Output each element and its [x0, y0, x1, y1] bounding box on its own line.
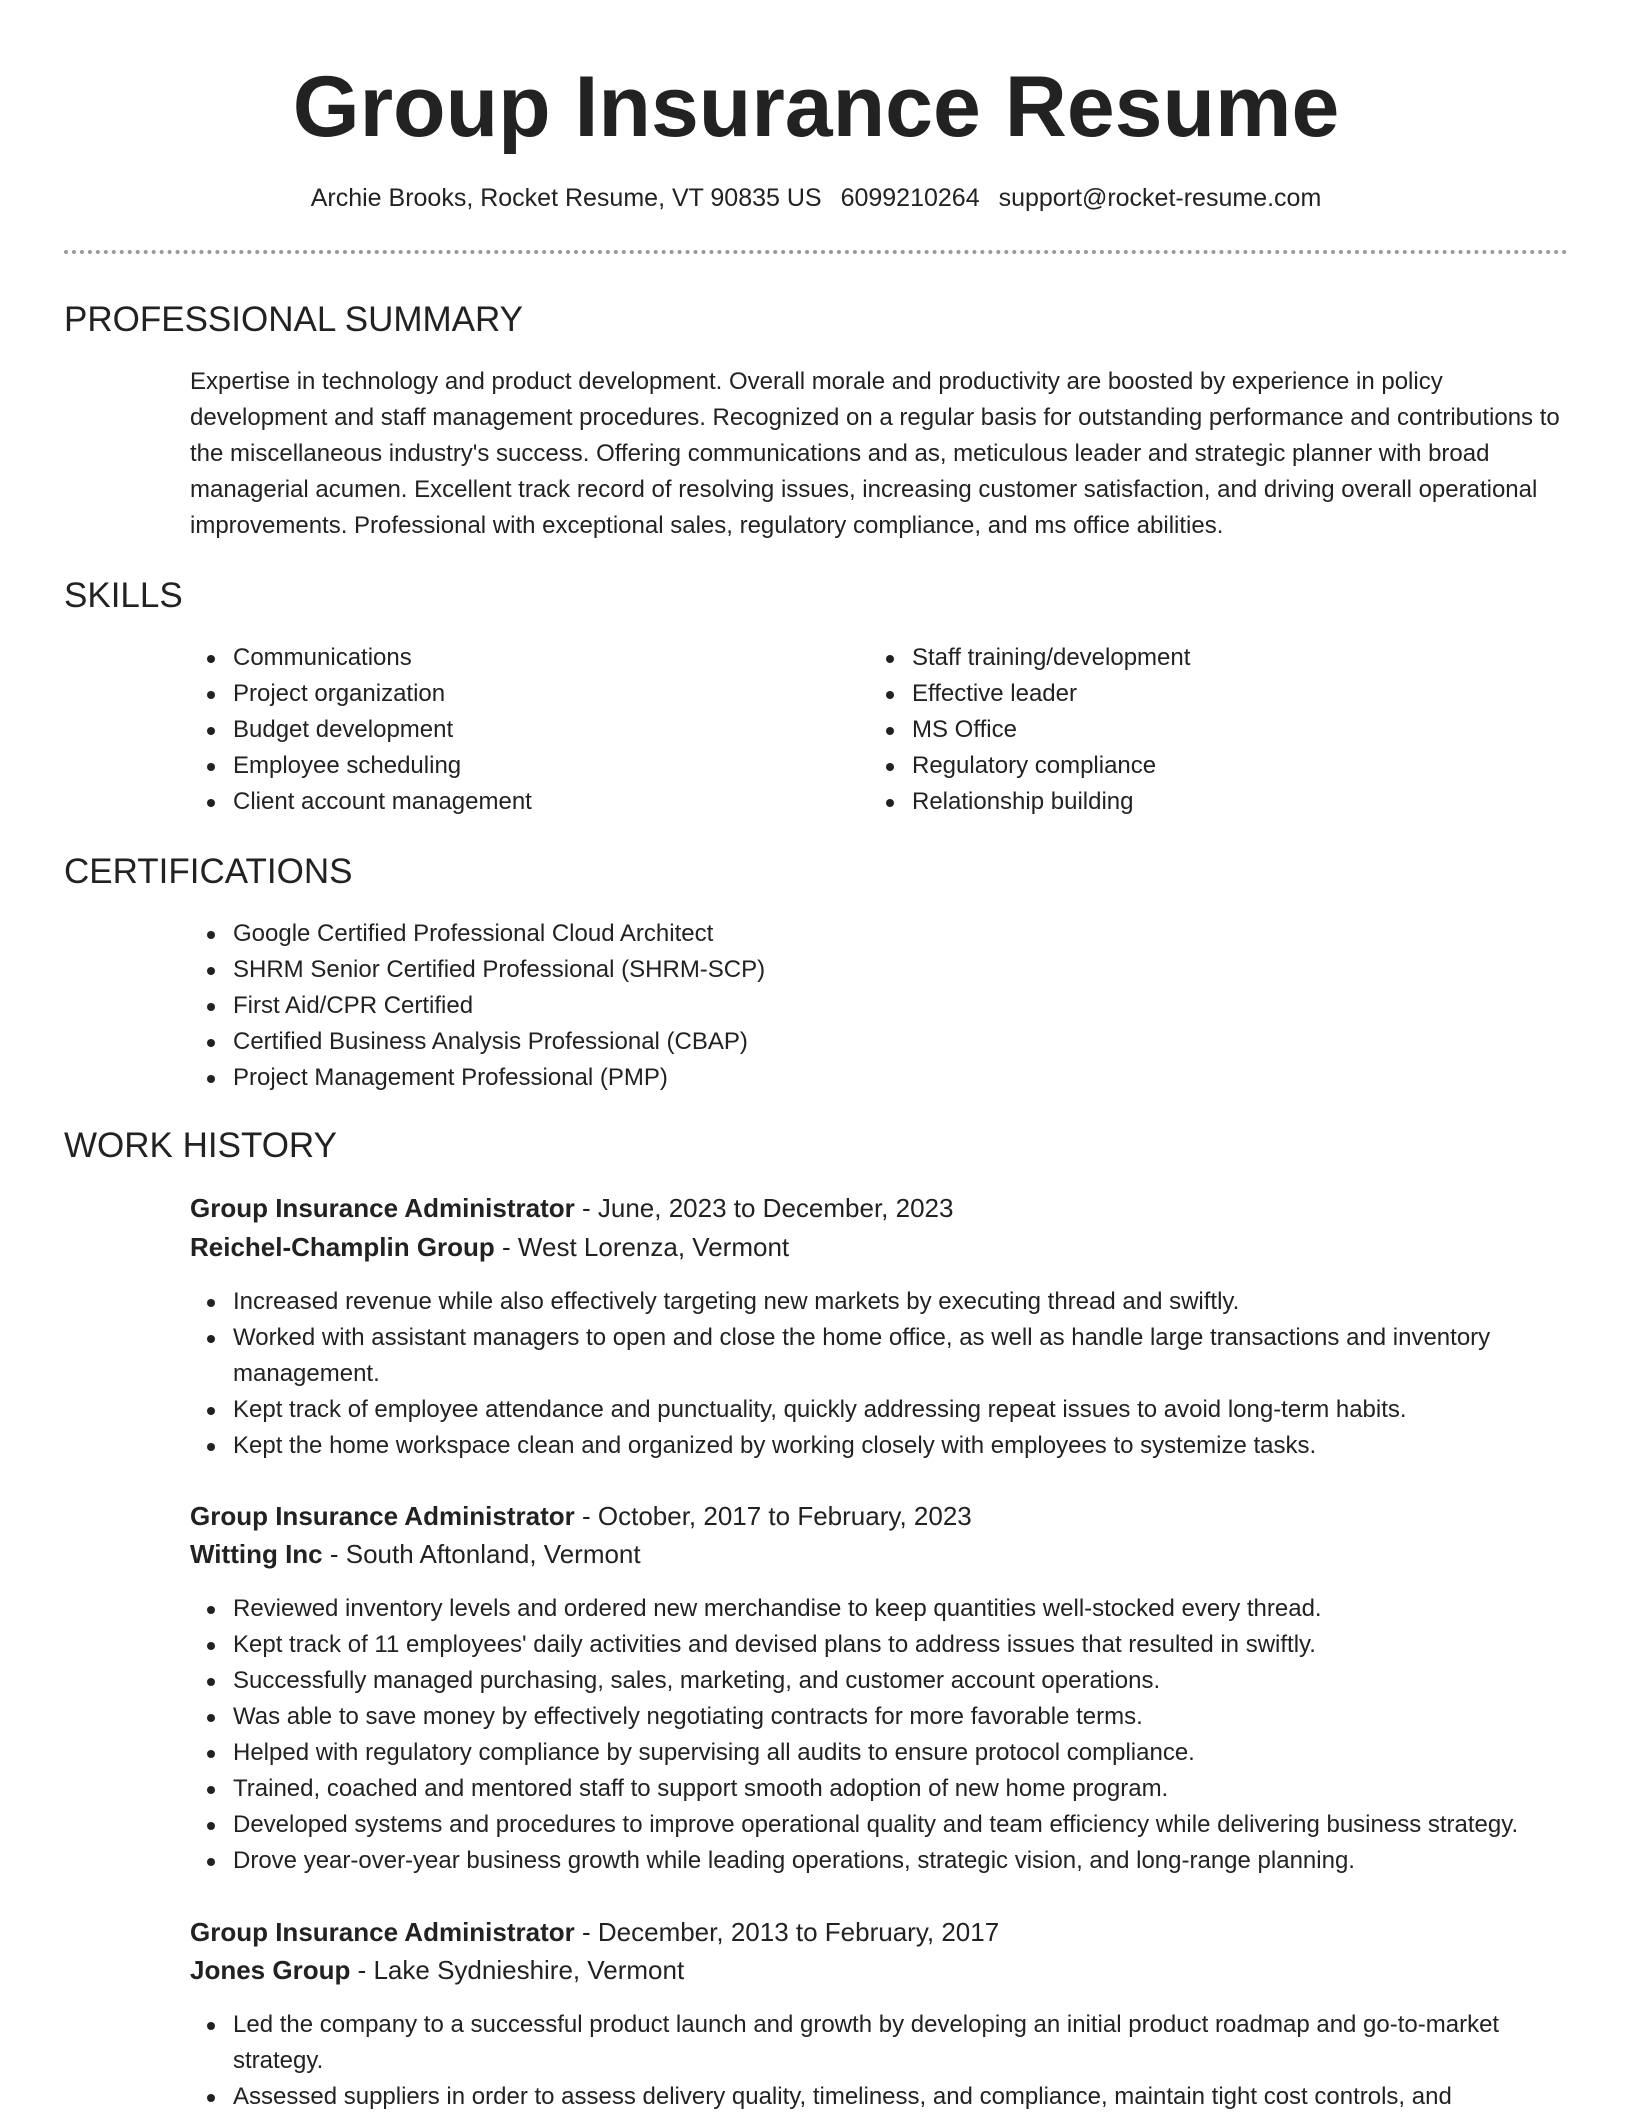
work-history-heading: WORK HISTORY: [64, 1126, 337, 1165]
skill-item: MS Office: [869, 712, 1549, 748]
job-dates: - June, 2023 to December, 2023: [574, 1193, 954, 1223]
job-location: - West Lorenza, Vermont: [494, 1232, 790, 1262]
resume-title: Group Insurance Resume: [292, 59, 1340, 155]
skill-item: Budget development: [190, 712, 830, 748]
job-title-line: [190, 1189, 953, 1227]
skills-list-left: [190, 640, 830, 820]
skill-item: Client account management: [190, 784, 830, 820]
certification-item: Certified Business Analysis Professional (CBAP): [190, 1024, 765, 1060]
job-bullet: Drove year-over-year business growth while leading operations, strategic vision, and long-range planning.: [190, 1843, 1580, 1879]
job-bullet: Kept the home workspace clean and organized by working closely with employees to systemize tasks.: [190, 1428, 1580, 1464]
summary-text: Expertise in technology and product development. Overall morale and productivity are boosted by experience in policy development and staff management procedures. Recognized on a regular basis for outstanding performance and contributions to the miscellaneous industry's success. Offering communications and as, meticulous leader and strategic planner with broad managerial acumen. Excellent track record of resolving issues, increasing customer satisfaction, and driving overall operational improvements. Professional with exceptional sales, regulatory compliance, and ms office abilities.: [190, 368, 1560, 539]
skill-item: Relationship building: [869, 784, 1549, 820]
job-bullet: Developed systems and procedures to improve operational quality and team efficiency while delivering business strategy.: [190, 1807, 1580, 1843]
job-title: Group Insurance Administrator: [190, 1917, 575, 1947]
skill-item: Regulatory compliance: [869, 748, 1549, 784]
job-bullet: Kept track of 11 employees' daily activities and devised plans to address issues that resulted in swiftly.: [190, 1627, 1580, 1663]
job-bullet: Successfully managed purchasing, sales, marketing, and customer account operations.: [190, 1663, 1580, 1699]
job-bullet: Kept track of employee attendance and punctuality, quickly addressing repeat issues to avoid long-term habits.: [190, 1392, 1580, 1428]
job-bullet: Increased revenue while also effectively targeting new markets by executing thread and swiftly.: [190, 1284, 1580, 1320]
job-bullets: [190, 2007, 1580, 2112]
job-bullet: Reviewed inventory levels and ordered new merchandise to keep quantities well-stocked every thread.: [190, 1591, 1580, 1627]
job-company-line: [190, 1228, 789, 1266]
job-dates: - December, 2013 to February, 2017: [574, 1917, 1000, 1947]
skill-item: Effective leader: [869, 676, 1549, 712]
job-bullet: Was able to save money by effectively negotiating contracts for more favorable terms.: [190, 1699, 1580, 1735]
job-company-line: [190, 1951, 684, 1989]
skills-heading: SKILLS: [64, 576, 183, 615]
summary-heading: PROFESSIONAL SUMMARY: [64, 300, 523, 339]
header-divider: [64, 250, 1568, 254]
contact-line: [0, 180, 1632, 216]
job-company: Jones Group: [190, 1955, 351, 1985]
job-bullet: Worked with assistant managers to open and close the home office, as well as handle large transactions and inventory management.: [190, 1320, 1580, 1392]
job-dates: - October, 2017 to February, 2023: [574, 1501, 972, 1531]
skill-item: Employee scheduling: [190, 748, 830, 784]
skill-item: Communications: [190, 640, 830, 676]
job-title-line: [190, 1913, 999, 1951]
skill-item: Staff training/development: [869, 640, 1549, 676]
contact-phone: 6099210264: [840, 184, 980, 212]
job-company: Witting Inc: [190, 1539, 323, 1569]
job-location: - South Aftonland, Vermont: [322, 1539, 641, 1569]
job-location: - Lake Sydnieshire, Vermont: [350, 1955, 685, 1985]
job-bullet: Assessed suppliers in order to assess delivery quality, timeliness, and compliance, maintain tight cost controls, and: [190, 2079, 1580, 2112]
job-bullet: Helped with regulatory compliance by supervising all audits to ensure protocol compliance.: [190, 1735, 1580, 1771]
certification-item: Project Management Professional (PMP): [190, 1060, 765, 1096]
job-bullets: [190, 1284, 1580, 1464]
certifications-list: [190, 916, 765, 1096]
job-title-line: [190, 1497, 972, 1535]
contact-email: support@rocket-resume.com: [998, 184, 1322, 212]
job-bullet: Led the company to a successful product launch and growth by developing an initial product roadmap and go-to-market strategy.: [190, 2007, 1580, 2079]
job-company: Reichel-Champlin Group: [190, 1232, 495, 1262]
certifications-heading: CERTIFICATIONS: [64, 852, 353, 891]
job-company-line: [190, 1535, 641, 1573]
certification-item: First Aid/CPR Certified: [190, 988, 765, 1024]
contact-address: Archie Brooks, Rocket Resume, VT 90835 US: [310, 184, 822, 212]
job-bullet: Trained, coached and mentored staff to support smooth adoption of new home program.: [190, 1771, 1580, 1807]
certification-item: Google Certified Professional Cloud Architect: [190, 916, 765, 952]
job-bullets: [190, 1591, 1580, 1879]
certification-item: SHRM Senior Certified Professional (SHRM-SCP): [190, 952, 765, 988]
skill-item: Project organization: [190, 676, 830, 712]
job-title: Group Insurance Administrator: [190, 1501, 575, 1531]
job-title: Group Insurance Administrator: [190, 1193, 575, 1223]
skills-list-right: [869, 640, 1549, 820]
